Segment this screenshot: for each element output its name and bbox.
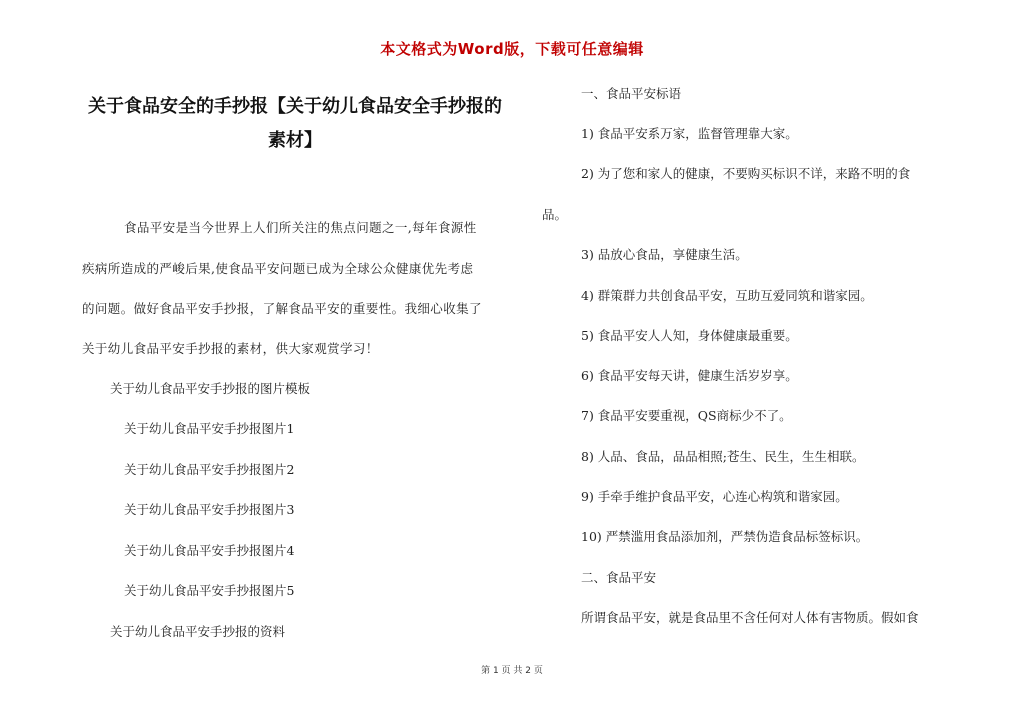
picture-item: 关于幼儿食品平安手抄报图片3	[124, 502, 295, 517]
picture-item: 关于幼儿食品平安手抄报图片2	[124, 462, 295, 477]
slogan-item-continuation: 品。	[542, 207, 568, 222]
section-heading-food-safety: 二、食品平安	[581, 570, 657, 585]
slogan-item: 1) 食品平安系万家，监督管理靠大家。	[581, 126, 798, 141]
slogan-item: 7) 食品平安要重视，QS商标少不了。	[581, 408, 792, 423]
intro-line: 食品平安是当今世界上人们所关注的焦点问题之一,每年食源性	[124, 220, 477, 235]
slogan-item: 3) 品放心食品，享健康生活。	[581, 247, 748, 262]
slogan-item: 2) 为了您和家人的健康，不要购买标识不详，来路不明的食	[581, 166, 911, 181]
picture-item: 关于幼儿食品平安手抄报图片5	[124, 583, 295, 598]
slogan-item: 8) 人品、食品，品品相照;苍生、民生，生生相联。	[581, 449, 865, 464]
picture-item: 关于幼儿食品平安手抄报图片4	[124, 543, 295, 558]
word-format-banner: 本文格式为Word版，下载可任意编辑	[380, 40, 644, 58]
section-heading-slogans: 一、食品平安标语	[581, 86, 682, 101]
title-line-1: 关于食品安全的手抄报【关于幼儿食品安全手抄报的	[88, 96, 502, 117]
slogan-item: 9) 手牵手维护食品平安，心连心构筑和谐家园。	[581, 489, 848, 504]
slogan-item: 4) 群策群力共创食品平安，互助互爱同筑和谐家园。	[581, 288, 873, 303]
title-line-2: 素材】	[268, 130, 322, 151]
template-heading: 关于幼儿食品平安手抄报的图片模板	[110, 381, 311, 396]
page-number: 第 1 页 共 2 页	[481, 666, 543, 676]
slogan-item: 6) 食品平安每天讲，健康生活岁岁享。	[581, 368, 798, 383]
document-title	[60, 90, 530, 158]
food-safety-text: 所谓食品平安，就是食品里不含任何对人体有害物质。假如食	[581, 610, 919, 625]
intro-line: 关于幼儿食品平安手抄报的素材，供大家观赏学习！	[82, 341, 379, 356]
resource-heading: 关于幼儿食品平安手抄报的资料	[110, 624, 286, 639]
slogan-item: 10) 严禁滥用食品添加剂，严禁伪造食品标签标识。	[581, 529, 869, 544]
intro-line: 的问题。做好食品平安手抄报，了解食品平安的重要性。我细心收集了	[82, 301, 482, 316]
picture-item: 关于幼儿食品平安手抄报图片1	[124, 421, 295, 436]
intro-line: 疾病所造成的严峻后果,使食品平安问题已成为全球公众健康优先考虑	[82, 261, 474, 276]
slogan-item: 5) 食品平安人人知，身体健康最重要。	[581, 328, 798, 343]
